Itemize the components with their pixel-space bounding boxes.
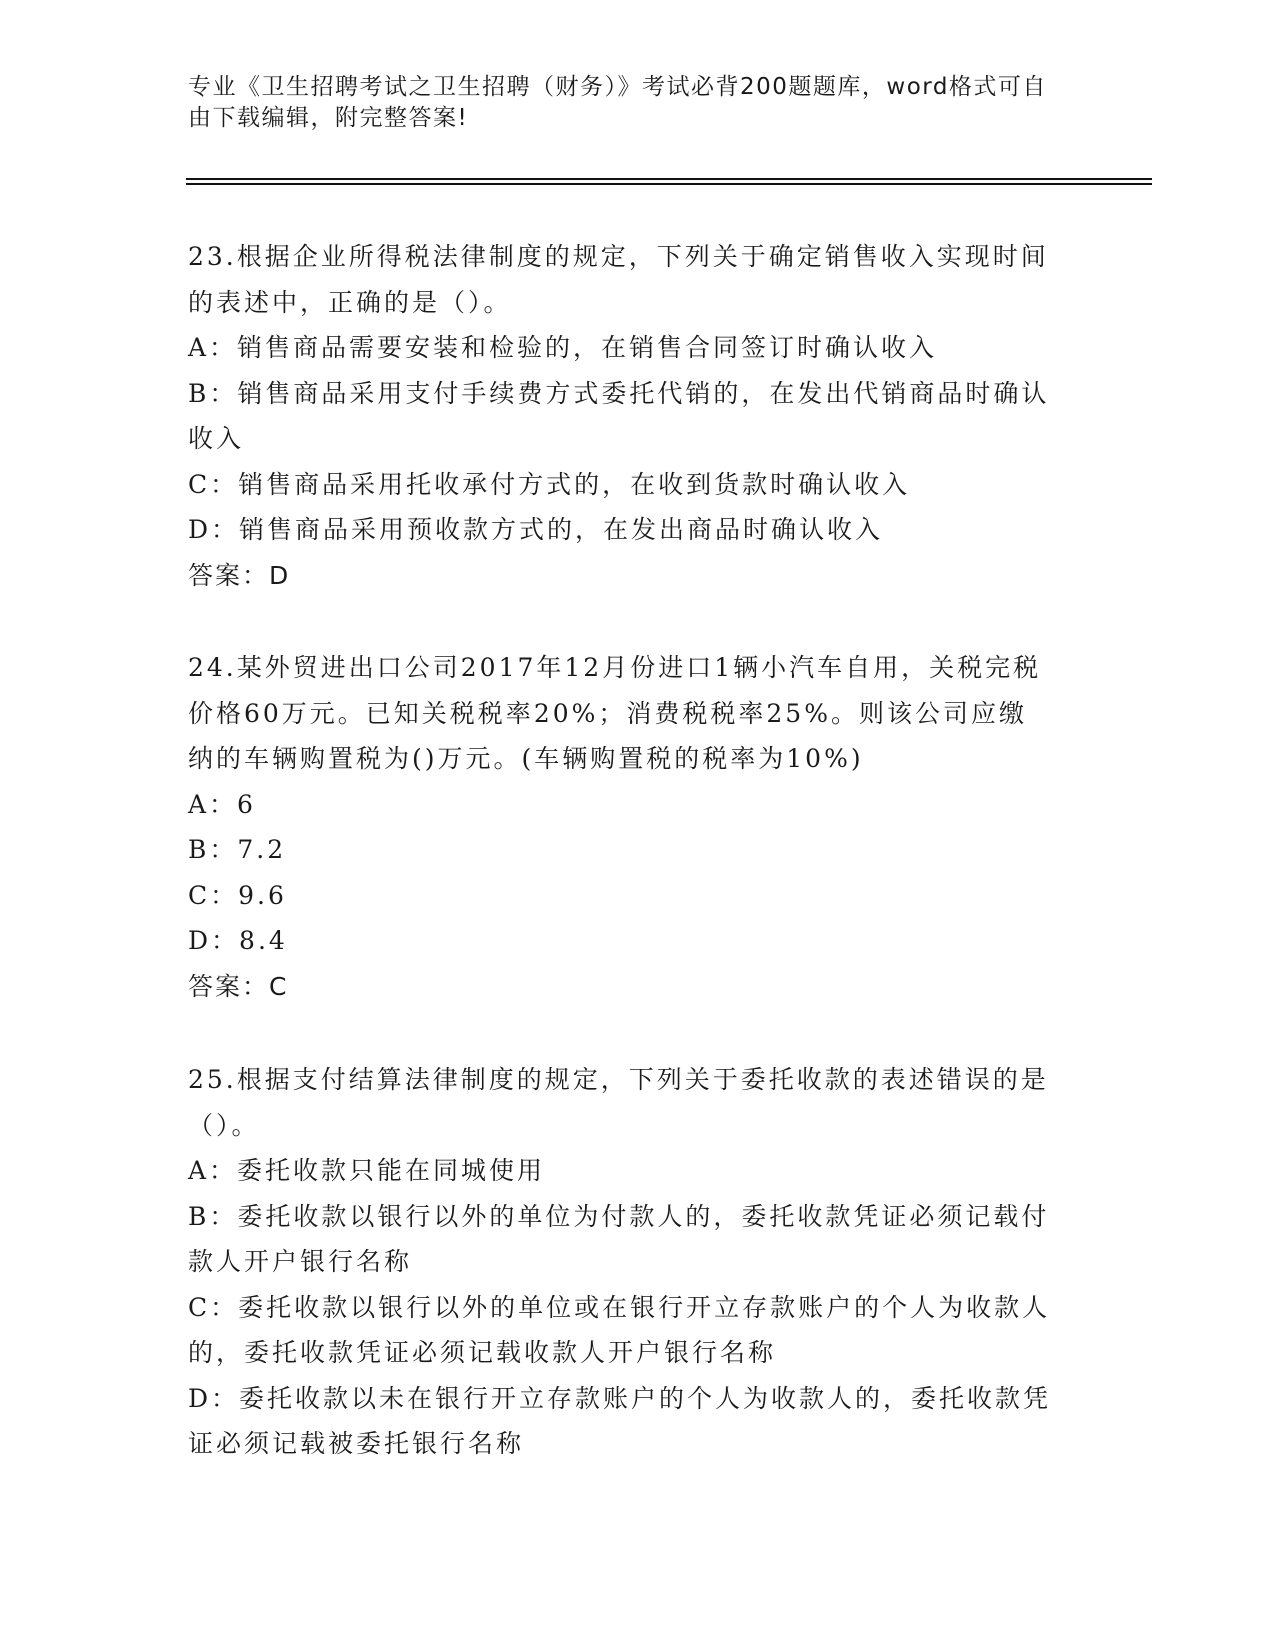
option-d-continued: 证必须记载被委托银行名称 <box>188 1429 525 1458</box>
option-c: C：9.6 <box>188 880 287 910</box>
question-line: 的表述中，正确的是（）。 <box>188 287 512 317</box>
header-line-1: 专业《卫生招聘考试之卫生招聘（财务）》考试必背200题题库，word格式可自 <box>188 74 1047 100</box>
option-b: B：销售商品采用支付手续费方式委托代销的，在发出代销商品时确认 <box>188 378 1050 408</box>
question-line: 25.根据支付结算法律制度的规定，下列关于委托收款的表述错误的是 <box>188 1065 1049 1094</box>
option-d: D：销售商品采用预收款方式的，在发出商品时确认收入 <box>188 515 884 544</box>
option-a: A：委托收款只能在同城使用 <box>188 1156 546 1185</box>
header-line-2: 由下载编辑，附完整答案! <box>188 105 469 131</box>
question-line: 23.根据企业所得税法律制度的规定，下列关于确定销售收入实现时间 <box>188 242 1049 271</box>
option-c: C：委托收款以银行以外的单位或在银行开立存款账户的个人为收款人 <box>188 1292 1051 1322</box>
answer-line: 答案：D <box>188 560 291 590</box>
option-d: D：委托收款以未在银行开立存款账户的个人为收款人的，委托收款凭 <box>188 1383 1052 1413</box>
question-25 <box>188 1057 1088 1467</box>
option-a: A：销售商品需要安装和检验的，在销售合同签订时确认收入 <box>188 333 938 362</box>
question-line: 24.某外贸进出口公司2017年12月份进口1辆小汽车自用，关税完税 <box>188 653 1042 682</box>
question-line: 价格60万元。已知关税税率20%；消费税税率25%。则该公司应缴 <box>188 698 1027 728</box>
option-c-continued: 的，委托收款凭证必须记载收款人开户银行名称 <box>188 1338 777 1367</box>
option-a: A：6 <box>188 789 256 819</box>
option-c: C：销售商品采用托收承付方式的，在收到货款时确认收入 <box>188 469 911 499</box>
option-d: D：8.4 <box>188 926 288 955</box>
answer-line: 答案：C <box>188 971 289 1001</box>
question-23 <box>188 234 1088 598</box>
header-divider-bottom <box>186 183 1152 185</box>
option-b: B：7.2 <box>188 835 287 864</box>
option-b-continued: 收入 <box>188 424 245 453</box>
document-header <box>188 72 1068 134</box>
option-b-continued: 款人开户银行名称 <box>188 1247 413 1276</box>
question-line: （）。 <box>188 1110 260 1140</box>
header-divider-top <box>186 178 1152 180</box>
question-line: 纳的车辆购置税为()万元。(车辆购置税的税率为10%) <box>188 744 864 773</box>
question-24 <box>188 645 1088 1009</box>
option-b: B：委托收款以银行以外的单位为付款人的，委托收款凭证必须记载付 <box>188 1201 1050 1231</box>
